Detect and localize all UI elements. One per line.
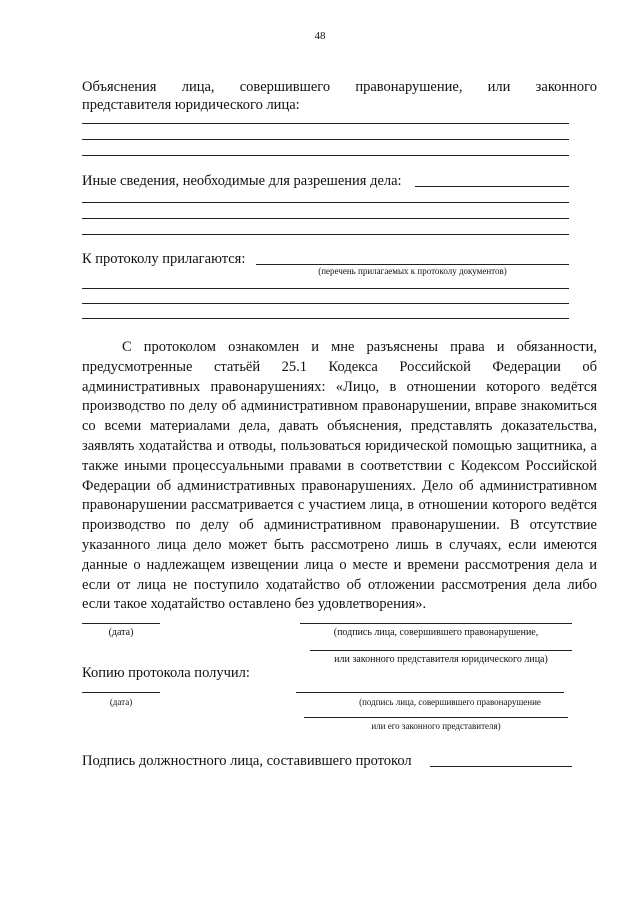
other-info-inline-line[interactable]: [415, 186, 569, 187]
copy-signature-caption-2: или его законного представителя): [371, 721, 501, 731]
copy-date-line[interactable]: [82, 692, 160, 693]
copy-representative-line[interactable]: [304, 717, 568, 718]
official-signature-line[interactable]: [430, 766, 572, 767]
copy-received-label: Копию протокола получил:: [82, 665, 250, 681]
attachments-line-2[interactable]: [82, 303, 569, 304]
page-number: 48: [314, 30, 326, 42]
rights-statement-text: С протоколом ознакомлен и мне разъяснены права и обязанности, предусмотренные статьёй 25.1 Кодекса Российской Федерации об административных правонарушениях: «Лицо, в отношении которого ведётся производство по делу об административном правонарушении, вправе знакомиться со всеми материалами дела, давать объяснения, представлять доказательства, заявлять ходатайства и отводы, пользоваться юридической помощью защитника, а также иными процессуальными правами в соответствии с Кодексом Российской Федерации об административных правонарушениях. Дело об административном правонарушении рассматривается с участием лица, в отношении которого ведётся производство по делу об административном правонарушении. В отсутствие указанного лица дело может быть рассмотрено лишь в случаях, если имеются данные о надлежащем извещении лица о месте и времени рассмотрения дела и если от лица не поступило ходатайство об отложении рассмотрения дела либо если такое ходатайство оставлено без удовлетворения».: [82, 339, 597, 613]
date-line[interactable]: [82, 623, 160, 624]
official-signature-label: Подпись должностного лица, составившего протокол: [82, 753, 412, 769]
copy-date-caption: (дата): [109, 697, 133, 707]
copy-signature-line[interactable]: [296, 692, 564, 693]
copy-signature-caption-1: (подпись лица, совершившего правонарушение: [359, 697, 541, 707]
signature-caption-1: (подпись лица, совершившего правонарушение,: [333, 627, 539, 638]
representative-signature-line[interactable]: [310, 650, 572, 651]
attachments-line-3[interactable]: [82, 318, 569, 319]
signature-caption-2: или законного представителя юридического лица): [334, 654, 548, 665]
attachments-line-1[interactable]: [82, 288, 569, 289]
rights-statement-paragraph: [82, 338, 597, 615]
other-info-line-2[interactable]: [82, 218, 569, 219]
explanations-label-line1: Объяснения лица, совершившего правонарушение, или законного: [82, 79, 597, 95]
explanations-label-line2: представителя юридического лица:: [82, 97, 300, 113]
attachments-inline-line[interactable]: [256, 264, 569, 265]
other-info-line-1[interactable]: [82, 202, 569, 203]
attachments-caption: (перечень прилагаемых к протоколу документов): [318, 266, 507, 276]
explanations-line-3[interactable]: [82, 155, 569, 156]
date-caption: (дата): [108, 627, 134, 638]
explanations-line-2[interactable]: [82, 139, 569, 140]
other-info-label: Иные сведения, необходимые для разрешения дела:: [82, 173, 402, 189]
attachments-label: К протоколу прилагаются:: [82, 251, 246, 267]
signature-line[interactable]: [300, 623, 572, 624]
explanations-line-1[interactable]: [82, 123, 569, 124]
other-info-line-3[interactable]: [82, 234, 569, 235]
